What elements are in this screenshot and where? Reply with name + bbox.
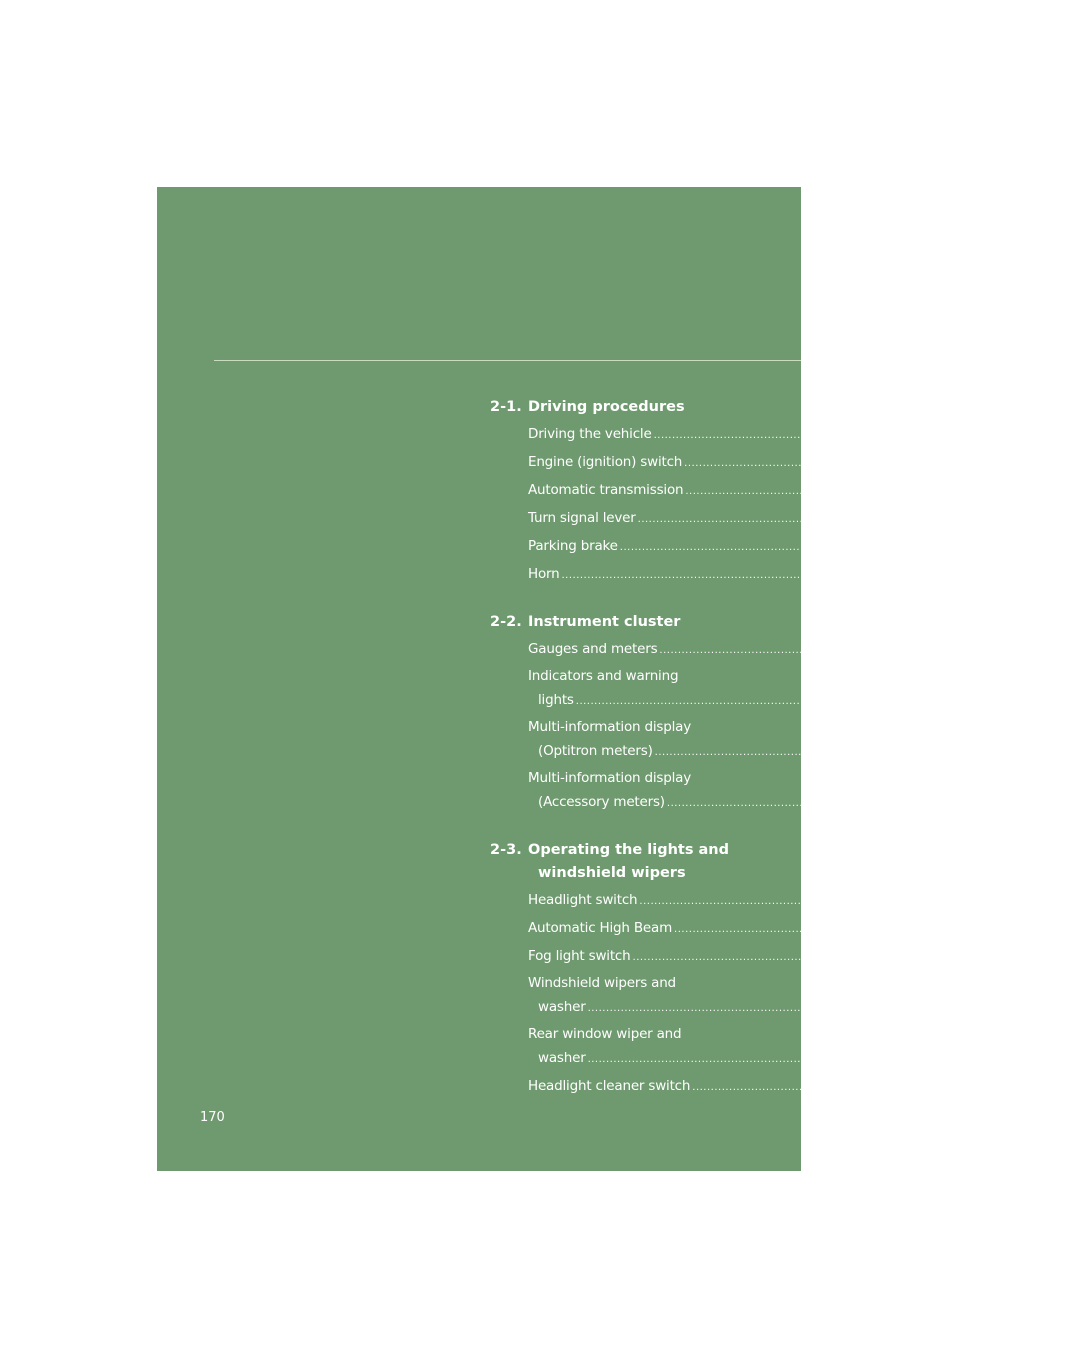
toc-section-2-2: [490, 611, 1051, 815]
section-heading[interactable]: [490, 396, 740, 419]
section-title: Driving procedures: [528, 399, 685, 415]
toc-entry-engine-switch[interactable]: Engine (ignition) switch ................................................................................................ 183: [528, 452, 1068, 470]
toc-section-2-1: [490, 396, 1069, 587]
toc-entry-indicators-and-warning-lights[interactable]: Indicators and warning lights ................................................................................................ 202: [528, 668, 959, 708]
toc-section-2-3: [490, 839, 1075, 1099]
section-heading[interactable]: [490, 839, 740, 885]
toc-entry-automatic-transmission[interactable]: Automatic transmission ................................................................................................ 190: [528, 480, 1069, 498]
section-number: 2-1.: [490, 399, 522, 415]
toc-entry-headlight-switch[interactable]: Headlight switch ................................................................................................ 223: [528, 890, 1023, 908]
section-heading[interactable]: [490, 611, 740, 634]
toc-entry-driving-the-vehicle[interactable]: Driving the vehicle ................................................................................................ 172: [528, 424, 1037, 442]
toc-entry-gauges-and-meters[interactable]: Gauges and meters ................................................................................................ 199: [528, 639, 1043, 657]
toc-entry-fog-light-switch[interactable]: Fog light switch ................................................................................................ 237: [528, 946, 1016, 964]
toc-entry-headlight-cleaner-switch[interactable]: Headlight cleaner switch ................................................................................................ 249: [528, 1076, 1075, 1094]
toc-entry-windshield-wipers-and-washer[interactable]: Windshield wipers and washer ................................................................................................ 240: [528, 975, 971, 1015]
toc-entry-multi-info-display-accessory[interactable]: Multi-information display (Accessory meters) ................................................................................................ 216: [528, 770, 1051, 810]
toc-entry-automatic-high-beam[interactable]: Automatic High Beam ................................................................................................ 230: [528, 918, 1058, 936]
page-number: 170: [200, 1110, 225, 1125]
toc-entry-rear-window-wiper-and-washer[interactable]: Rear window wiper and washer ................................................................................................ 246: [528, 1026, 971, 1066]
section-title: Operating the lights and windshield wipers: [528, 842, 730, 881]
table-of-contents: [490, 396, 1075, 1123]
toc-entry-multi-info-display-optitron[interactable]: Multi-information display (Optitron meters) ................................................................................................ 208: [528, 719, 1038, 759]
toc-entry-parking-brake[interactable]: Parking brake ................................................................................................ 197: [528, 536, 1003, 554]
toc-entry-turn-signal-lever[interactable]: Turn signal lever ................................................................................................ 196: [528, 508, 1021, 526]
section-title: Instrument cluster: [528, 614, 681, 630]
toc-entry-horn[interactable]: Horn ................................................................................................ 198: [528, 564, 945, 582]
section-number: 2-2.: [490, 614, 522, 630]
divider-rule: [214, 360, 801, 361]
section-number: 2-3.: [490, 842, 522, 858]
